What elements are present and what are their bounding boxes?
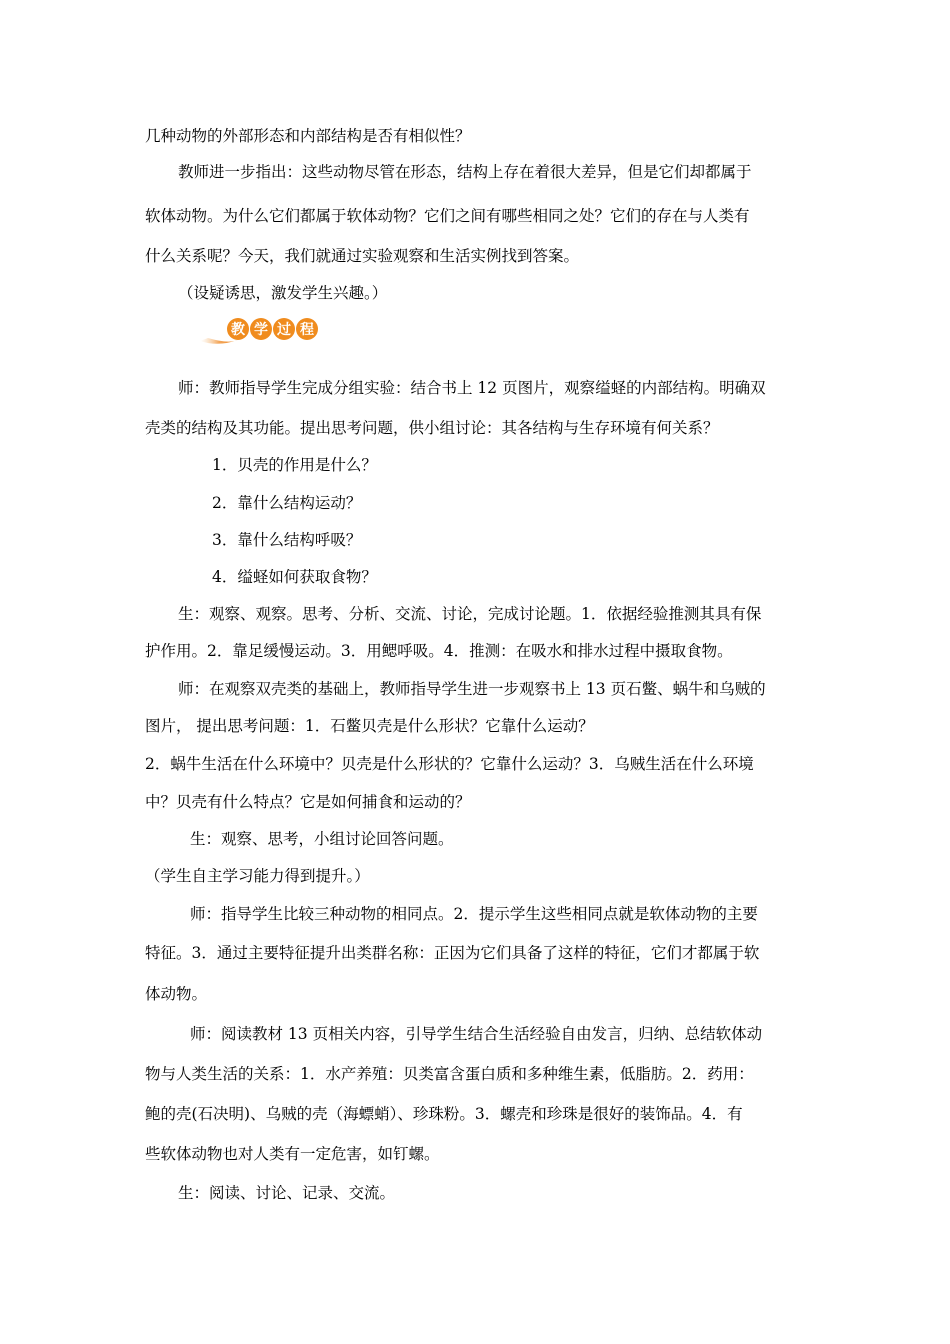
- paragraph-line: 师：阅读教材 13 页相关内容，引导学生结合生活经验自由发言，归纳、总结软体动: [190, 1025, 763, 1043]
- list-item: 1．贝壳的作用是什么？: [212, 456, 377, 474]
- list-item: 3．靠什么结构呼吸？: [212, 531, 362, 549]
- paragraph-line: 壳类的结构及其功能。提出思考问题，供小组讨论：其各结构与生存环境有何关系？: [145, 419, 719, 437]
- paragraph-line: 鲍的壳(石决明)、乌贼的壳（海螵蛸）、珍珠粉。3．螺壳和珍珠是很好的装饰品。4．有: [145, 1105, 743, 1123]
- paragraph-line: 护作用。2．靠足缓慢运动。3．用鳃呼吸。4．推测：在吸水和排水过程中摄取食物。: [145, 642, 733, 660]
- paragraph-line: 什么关系呢？今天，我们就通过实验观察和生活实例找到答案。: [145, 247, 580, 265]
- paragraph-line: 软体动物。为什么它们都属于软体动物？它们之间有哪些相同之处？它们的存在与人类有: [145, 207, 750, 225]
- paragraph-line: 2．蜗牛生活在什么环境中？贝壳是什么形状的？它靠什么运动？3．乌贼生活在什么环境: [145, 755, 754, 773]
- paragraph-line: （学生自主学习能力得到提升。）: [145, 867, 370, 885]
- paragraph-line: 特征。3．通过主要特征提升出类群名称：正因为它们具备了这样的特征，它们才都属于软: [145, 944, 760, 962]
- paragraph-line: 师：指导学生比较三种动物的相同点。2．提示学生这些相同点就是软体动物的主要: [190, 905, 758, 923]
- paragraph-line: 生：阅读、讨论、记录、交流。: [178, 1184, 396, 1202]
- paragraph-line: 师：教师指导学生完成分组实验：结合书上 12 页图片，观察缢蛏的内部结构。明确双: [178, 379, 766, 397]
- paragraph-line: 体动物。: [145, 985, 208, 1003]
- paragraph-line: 生：观察、思考，小组讨论回答问题。: [190, 830, 454, 848]
- header-char: 学: [254, 322, 268, 338]
- header-char: 教: [231, 322, 245, 338]
- header-char: 程: [300, 322, 314, 338]
- list-item: 4．缢蛏如何获取食物？: [212, 568, 377, 586]
- list-item: 2．靠什么结构运动？: [212, 494, 362, 512]
- paragraph-line: 中？贝壳有什么特点？它是如何捕食和运动的？: [145, 793, 471, 811]
- paragraph-line: 些软体动物也对人类有一定危害，如钉螺。: [145, 1145, 440, 1163]
- paragraph-line: 教师进一步指出：这些动物尽管在形态，结构上存在着很大差异，但是它们却都属于: [178, 163, 752, 181]
- paragraph-line: 物与人类生活的关系：1．水产养殖：贝类富含蛋白质和多种维生素，低脂肪。2．药用：: [145, 1065, 754, 1083]
- paragraph-line: 几种动物的外部形态和内部结构是否有相似性？: [145, 127, 471, 145]
- header-char: 过: [277, 322, 291, 338]
- swoosh-decoration: [200, 338, 238, 344]
- paragraph-line: 图片， 提出思考问题：1．石鳖贝壳是什么形状？它靠什么运动？: [145, 717, 594, 735]
- paragraph-line: 生：观察、观察。思考、分析、交流、讨论，完成讨论题。1．依据经验推测其具有保: [178, 605, 762, 623]
- paragraph-line: （设疑诱思，激发学生兴趣。）: [178, 284, 388, 302]
- paragraph-line: 师：在观察双壳类的基础上，教师指导学生进一步观察书上 13 页石鳖、蜗牛和乌贼的: [178, 680, 766, 698]
- section-header-badge: [198, 314, 330, 348]
